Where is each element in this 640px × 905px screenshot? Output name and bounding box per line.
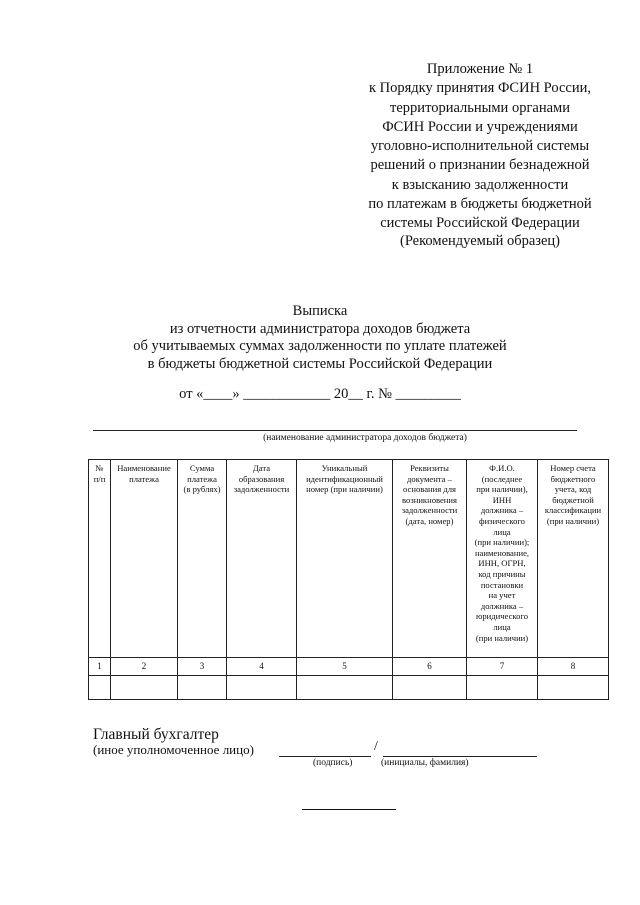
empty-cell[interactable] (467, 676, 538, 700)
appendix-line: решений о признании безнадежной (370, 157, 590, 174)
title-line: Выписка (292, 303, 348, 319)
signature-line[interactable] (279, 756, 371, 757)
header-text-line: (при наличии); (474, 537, 530, 548)
header-text-line: бюджетной (552, 494, 594, 505)
empty-cell[interactable] (111, 676, 178, 700)
header-cell (538, 460, 609, 658)
title-line: в бюджеты бюджетной системы Российской Федерации (147, 355, 493, 372)
empty-cell[interactable] (538, 676, 609, 700)
date-number-line: от «____» ____________ 20__ г. № _________ (179, 386, 461, 402)
appendix-line: уголовно-исполнительной системы (370, 138, 590, 155)
header-text-line: ИНН, ОГРН, (478, 558, 526, 569)
column-number-cell: 2 (111, 658, 178, 676)
header-text-line: Дата (252, 463, 271, 473)
table-row-empty (89, 676, 609, 700)
column-number-cell: 6 (393, 658, 467, 676)
header-cell (178, 460, 227, 658)
header-text-line: лица (493, 526, 511, 537)
header-text-line: постановки (480, 579, 524, 590)
title-line: об учитываемых суммах задолженности по уплате платежей (133, 338, 507, 354)
header-text-line: классификации (544, 505, 602, 516)
header-text-line: учета, код (554, 484, 592, 495)
header-text-line: должника – (480, 600, 524, 611)
header-text-line: должника – (480, 505, 524, 516)
header-text-line: Наименование (117, 463, 171, 473)
appendix-line: к Порядку принятия ФСИН России, (368, 80, 592, 97)
header-text-line: задолженности (233, 484, 290, 495)
header-text-line: идентификационный (306, 473, 383, 484)
header-cell (89, 460, 111, 658)
header-text-line: Уникальный (321, 463, 368, 473)
header-cell (297, 460, 393, 658)
debt-table (88, 459, 609, 700)
admin-name-rule (93, 430, 577, 431)
header-text-line: при наличии), (476, 484, 528, 495)
header-text-line: документа – (407, 473, 452, 484)
signature-slash: / (374, 739, 378, 754)
column-number-cell: 8 (538, 658, 609, 676)
header-text-line: Реквизиты (410, 463, 449, 473)
header-text-line: физического (479, 515, 525, 526)
header-text-line: (при наличии) (546, 515, 600, 526)
header-text-line: п/п (93, 473, 106, 484)
column-number-cell: 7 (467, 658, 538, 676)
admin-name-caption: (наименование администратора доходов бюджета) (263, 433, 467, 443)
title-line: из отчетности администратора доходов бюджета (169, 320, 471, 337)
appendix-line: по платежам в бюджеты бюджетной (368, 196, 592, 213)
header-text-line: (при наличии) (475, 632, 529, 643)
header-cell (393, 460, 467, 658)
header-text-line: Номер счета (550, 463, 596, 473)
header-text-line: задолженности (401, 505, 458, 516)
appendix-line: территориальными органами (390, 99, 570, 116)
header-text-line: (дата, номер) (405, 515, 454, 526)
column-number-cell: 5 (297, 658, 393, 676)
header-text-line: платежа (129, 473, 159, 484)
table-header-row (89, 460, 609, 658)
name-line[interactable] (383, 756, 537, 757)
column-number-cell: 4 (227, 658, 297, 676)
authorized-person-label: (иное уполномоченное лицо) (93, 742, 254, 757)
document-title (60, 303, 580, 373)
header-text-line: лица (493, 621, 511, 632)
footer-rule (302, 809, 396, 810)
header-text-line: платежа (187, 473, 217, 484)
header-cell (227, 460, 297, 658)
empty-cell[interactable] (393, 676, 467, 700)
column-number-cell: 3 (178, 658, 227, 676)
recommended-sample-label: (Рекомендуемый образец) (399, 233, 561, 249)
appendix-line: к взысканию задолженности (391, 176, 569, 193)
appendix-line: Приложение № 1 (426, 61, 534, 77)
header-cell (467, 460, 538, 658)
empty-cell[interactable] (297, 676, 393, 700)
header-text-line: № (95, 463, 104, 473)
header-text-line: (в рублях) (183, 484, 221, 495)
empty-cell[interactable] (227, 676, 297, 700)
header-text-line: номер (при наличии) (306, 484, 383, 495)
header-text-line: код причины (478, 568, 526, 579)
chief-accountant-label: Главный бухгалтер (93, 726, 219, 743)
header-cell (111, 460, 178, 658)
header-text-line: ИНН (492, 494, 512, 505)
column-number-cell: 1 (89, 658, 111, 676)
header-text-line: основания для (403, 484, 456, 495)
header-text-line: на учет (488, 590, 516, 601)
appendix-block (300, 60, 640, 234)
header-text-line: Сумма (189, 463, 215, 473)
appendix-line: ФСИН России и учреждениями (382, 118, 578, 135)
header-text-line: Ф.И.О. (489, 463, 515, 473)
empty-cell[interactable] (89, 676, 111, 700)
header-text-line: юридического (475, 611, 529, 622)
name-caption: (инициалы, фамилия) (381, 758, 469, 768)
appendix-line: системы Российской Федерации (380, 215, 580, 232)
header-text-line: возникновения (402, 494, 457, 505)
header-text-line: наименование, (474, 547, 530, 558)
header-text-line: образования (238, 473, 285, 484)
signature-caption: (подпись) (313, 758, 353, 768)
table-row-column-numbers (89, 658, 609, 676)
header-text-line: (последнее (481, 473, 523, 484)
empty-cell[interactable] (178, 676, 227, 700)
header-text-line: бюджетного (550, 473, 596, 484)
